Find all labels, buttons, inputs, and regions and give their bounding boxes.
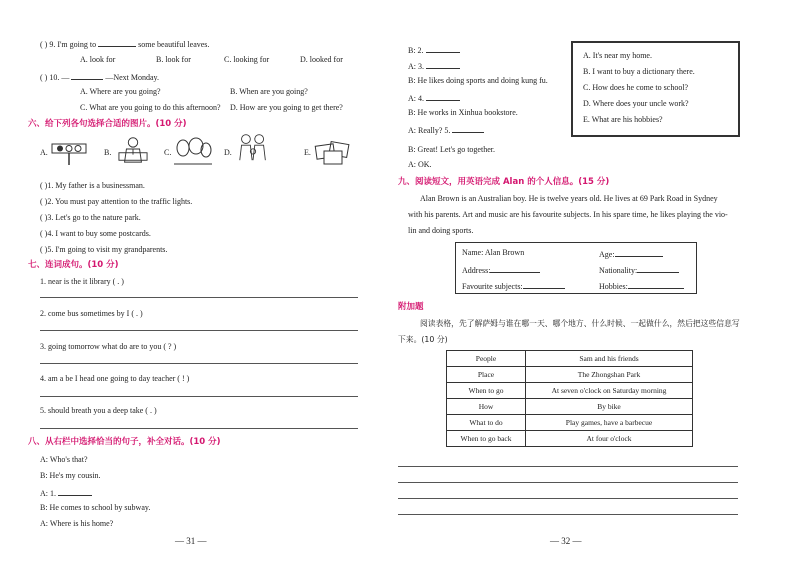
answer-paren[interactable]: ( )	[40, 213, 48, 222]
sec6-item-1: ( )1. My father is a businessman.	[40, 181, 145, 190]
question-10: ( ) 10. — —Next Monday.	[40, 73, 160, 82]
answer-blank[interactable]	[637, 264, 679, 273]
option-c: C. What are you going to do this afternoon?	[80, 103, 221, 112]
option-b: B. When are you going?	[230, 87, 308, 96]
table-row: How By bike	[447, 399, 693, 415]
form-nationality: Nationality:	[599, 264, 679, 276]
answer-line[interactable]	[398, 466, 738, 467]
answer-paren[interactable]: ( )	[40, 229, 48, 238]
option-d: D. looked for	[300, 55, 343, 64]
pic-label-a: A.	[40, 148, 48, 157]
option-a: A. look for	[80, 55, 116, 64]
dialogue-line: A: 1.	[40, 487, 92, 499]
answer-paren[interactable]: ( )	[40, 40, 48, 49]
sec6-item-4: ( )4. I want to buy some postcards.	[40, 229, 151, 238]
table-row: When to go At seven o'clock on Saturday morning	[447, 383, 693, 399]
section-9-title: 九、阅读短文，用英语完成 Alan 的个人信息。(15 分)	[398, 177, 610, 187]
answer-line[interactable]	[398, 498, 738, 499]
extra-instruction-cont: 下来。(10 分)	[398, 335, 448, 344]
dialogue-line: A: Who's that?	[40, 455, 88, 464]
answer-blank[interactable]	[426, 44, 460, 53]
pic-label-c: C.	[164, 148, 172, 157]
form-hobbies: Hobbies:	[599, 280, 684, 292]
option-b: B. look for	[156, 55, 191, 64]
dialogue-line: A: 3.	[408, 60, 460, 72]
pic-label-b: B.	[104, 148, 112, 157]
sec6-item-5: ( )5. I'm going to visit my grandparents.	[40, 245, 168, 254]
choice-b: B. I want to buy a dictionary there.	[583, 67, 695, 76]
answer-blank[interactable]	[426, 92, 460, 101]
passage-line: with his parents. Art and music are his favourite subjects. In his spare time, he likes playing the vio-	[408, 210, 728, 219]
dialogue-line: A: 4.	[408, 92, 460, 104]
postcards-picture	[314, 138, 352, 168]
dialogue-line: B: Great! Let's go together.	[408, 145, 495, 154]
dialogue-line: A: Where is his home?	[40, 519, 114, 528]
answer-line[interactable]	[398, 514, 738, 515]
answer-blank[interactable]	[426, 60, 460, 69]
sec7-item-5: 5. should breath you a deep take ( . )	[40, 406, 157, 415]
form-name: Name: Alan Brown	[462, 248, 525, 257]
sec7-item-1: 1. near is the it library ( . )	[40, 277, 124, 286]
table-row: What to do Play games, have a barbecue	[447, 415, 693, 431]
nature-park-picture	[174, 136, 212, 166]
sec6-item-2: ( )2. You must pay attention to the traffic lights.	[40, 197, 193, 206]
choices-box	[571, 41, 740, 137]
section-8-title: 八、从右栏中选择恰当的句子，补全对话。(10 分)	[28, 437, 221, 447]
dialogue-line: A: OK.	[408, 160, 432, 169]
passage-line: lin and doing sports.	[408, 226, 474, 235]
answer-blank[interactable]	[452, 124, 484, 133]
option-a: A. Where are you going?	[80, 87, 161, 96]
dialogue-line: B: He likes doing sports and doing kung fu.	[408, 76, 548, 85]
passage-line: Alan Brown is an Australian boy. He is twelve years old. He lives at 69 Park Road in Sydney	[420, 194, 718, 203]
extra-title: 附加题	[398, 302, 424, 312]
info-form	[455, 242, 697, 294]
answer-blank[interactable]	[628, 280, 684, 289]
choice-a: A. It's near my home.	[583, 51, 652, 60]
answer-blank[interactable]	[615, 248, 663, 257]
answer-line[interactable]	[40, 428, 358, 429]
section-6-title: 六、给下列各句选择合适的图片。(10 分)	[28, 119, 187, 129]
form-address: Address:	[462, 264, 540, 276]
grandparents-picture	[234, 132, 272, 162]
info-table	[446, 350, 693, 447]
question-9: ( ) 9. I'm going to some beautiful leaves.	[40, 40, 210, 49]
answer-paren[interactable]: ( )	[40, 197, 48, 206]
option-c: C. looking for	[224, 55, 270, 64]
answer-line[interactable]	[398, 482, 738, 483]
answer-paren[interactable]: ( )	[40, 245, 48, 254]
section-7-title: 七、连词成句。(10 分)	[28, 260, 119, 270]
answer-blank[interactable]	[98, 38, 136, 47]
businessman-picture	[114, 134, 152, 164]
choice-c: C. How does he come to school?	[583, 83, 689, 92]
dialogue-line: A: Really? 5.	[408, 124, 484, 136]
sec7-item-4: 4. am a be I head one going to day teacher ( ! )	[40, 374, 190, 383]
form-age: Age:	[599, 248, 663, 260]
answer-line[interactable]	[40, 297, 358, 298]
answer-blank[interactable]	[71, 71, 103, 80]
sec7-item-3: 3. going tomorrow what do are to you ( ? )	[40, 342, 177, 351]
choice-d: D. Where does your uncle work?	[583, 99, 689, 108]
dialogue-line: B: He works in Xinhua bookstore.	[408, 108, 518, 117]
sec7-item-2: 2. come bus sometimes by I ( . )	[40, 309, 143, 318]
pic-label-d: D.	[224, 148, 232, 157]
extra-instruction: 阅读表格，先了解萨姆与谁在哪一天、哪个地方、什么时候、一起做什么，然后把这些信息写	[420, 319, 740, 328]
table-row: When to go back At four o'clock	[447, 431, 693, 447]
table-row: People Sam and his friends	[447, 351, 693, 367]
sec6-item-3: ( )3. Let's go to the nature park.	[40, 213, 141, 222]
answer-blank[interactable]	[490, 264, 540, 273]
page-number-31: — 31 —	[175, 536, 207, 546]
dialogue-line: B: He's my cousin.	[40, 471, 101, 480]
form-subjects: Favourite subjects:	[462, 280, 565, 292]
pic-label-e: E.	[304, 148, 311, 157]
answer-line[interactable]	[40, 330, 358, 331]
option-d: D. How are you going to get there?	[230, 103, 343, 112]
choice-e: E. What are his hobbies?	[583, 115, 663, 124]
page-number-32: — 32 —	[550, 536, 582, 546]
answer-blank[interactable]	[58, 487, 92, 496]
answer-paren[interactable]: ( )	[40, 181, 48, 190]
answer-line[interactable]	[40, 396, 358, 397]
answer-line[interactable]	[40, 363, 358, 364]
answer-paren[interactable]: ( )	[40, 73, 48, 82]
dialogue-line: B: 2.	[408, 44, 460, 56]
answer-blank[interactable]	[523, 280, 565, 289]
traffic-light-picture	[50, 136, 88, 166]
table-row: Place The Zhongshan Park	[447, 367, 693, 383]
dialogue-line: B: He comes to school by subway.	[40, 503, 151, 512]
